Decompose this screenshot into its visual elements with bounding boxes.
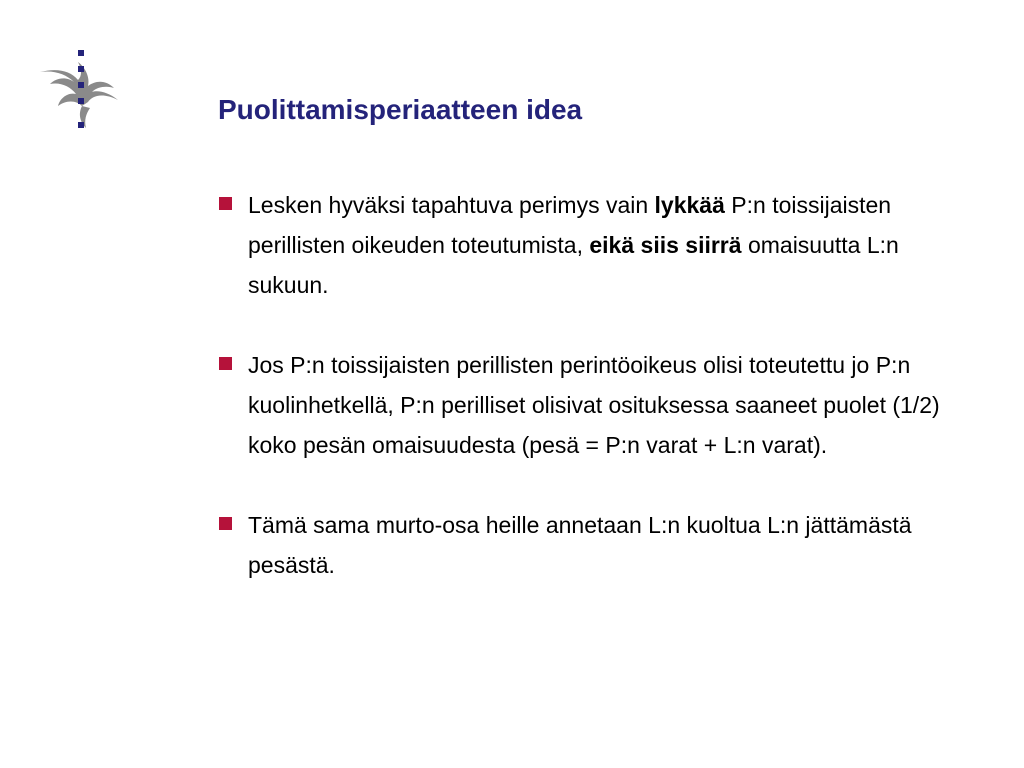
- square-bullet-icon: [219, 197, 232, 210]
- bullet-text-segment: omaisuutta L:n sukuun.: [248, 232, 899, 298]
- bullet-text: [248, 352, 940, 458]
- university-flame-logo-icon: [36, 46, 126, 136]
- bullet-item: [218, 345, 948, 465]
- bullet-text-emphasis: lykkää: [654, 192, 725, 218]
- slide-title: Puolittamisperiaatteen idea: [218, 94, 583, 125]
- bullet-item: [218, 185, 948, 305]
- bullet-item: [218, 505, 948, 585]
- bullet-text-segment: Jos P:n toissijaisten perillisten perintöoikeus olisi toteutettu jo P:n kuolinhetkellä, P:n perilliset olisivat osituksessa saaneet puolet (1/2) koko pesän omaisuudesta (pesä = P:n varat + L:n varat).: [248, 352, 940, 458]
- bullet-list: [218, 185, 948, 625]
- bullet-text-segment: Tämä sama murto-osa heille annetaan L:n kuoltua L:n jättämästä pesästä.: [248, 512, 912, 578]
- bullet-text-segment: P:n toissijaisten perillisten oikeuden toteutumista,: [248, 192, 892, 258]
- bullet-text: [248, 192, 899, 298]
- square-bullet-icon: [219, 517, 232, 530]
- bullet-text-emphasis: eikä siis siirrä: [589, 232, 742, 258]
- square-bullet-icon: [219, 357, 232, 370]
- bullet-text-segment: Lesken hyväksi tapahtuva perimys vain: [248, 192, 655, 218]
- bullet-text: [248, 512, 912, 578]
